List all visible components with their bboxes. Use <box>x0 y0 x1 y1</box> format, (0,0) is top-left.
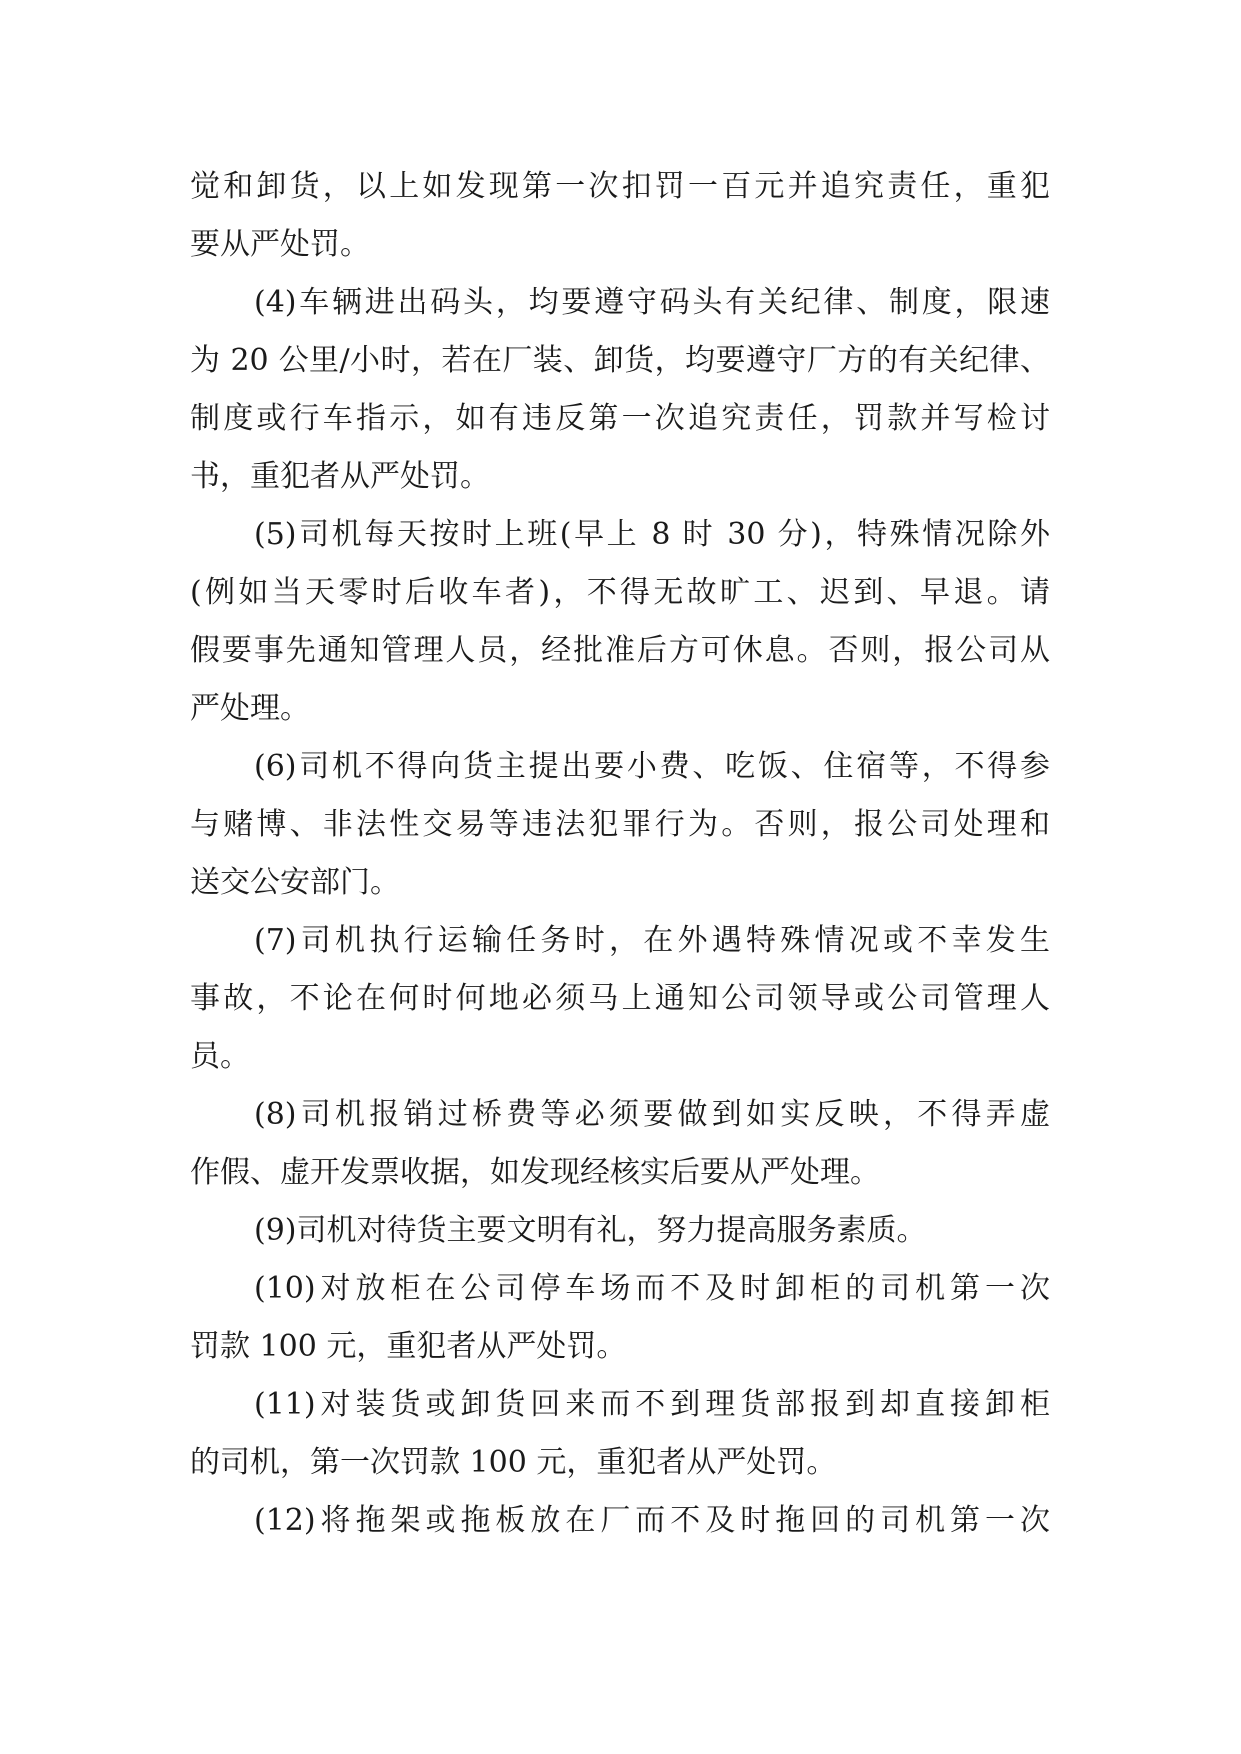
document-text-line: 送交公安部门。 <box>190 865 400 900</box>
document-text-line: (6)司机不得向货主提出要小费、吃饭、住宿等，不得参 <box>254 749 1050 784</box>
document-text-line: 书，重犯者从严处罚。 <box>190 459 490 494</box>
document-text-line: (5)司机每天按时上班(早上 8 时 30 分)，特殊情况除外 <box>254 517 1050 552</box>
document-text-line: 罚款 100 元，重犯者从严处罚。 <box>190 1329 627 1364</box>
document-text-line: 员。 <box>190 1039 250 1074</box>
document-text-line: 作假、虚开发票收据，如发现经核实后要从严处理。 <box>190 1155 880 1190</box>
document-text-line: 的司机，第一次罚款 100 元，重犯者从严处罚。 <box>190 1445 837 1480</box>
document-text-line: 为 20 公里/小时，若在厂装、卸货，均要遵守厂方的有关纪律、 <box>190 343 1050 378</box>
document-text-line: (10)对放柜在公司停车场而不及时卸柜的司机第一次 <box>254 1271 1050 1306</box>
document-body <box>190 158 1050 1550</box>
document-text-line: 制度或行车指示，如有违反第一次追究责任，罚款并写检讨 <box>190 401 1050 436</box>
document-text-line: 要从严处罚。 <box>190 227 370 262</box>
document-text-line: (12)将拖架或拖板放在厂而不及时拖回的司机第一次 <box>254 1503 1050 1538</box>
document-text-line: 与赌博、非法性交易等违法犯罪行为。否则，报公司处理和 <box>190 807 1050 842</box>
document-text-line: (8)司机报销过桥费等必须要做到如实反映，不得弄虚 <box>254 1097 1050 1132</box>
document-text-line: (4)车辆进出码头，均要遵守码头有关纪律、制度，限速 <box>254 285 1050 320</box>
document-text-line: 事故，不论在何时何地必须马上通知公司领导或公司管理人 <box>190 981 1050 1016</box>
document-text-line: (9)司机对待货主要文明有礼，努力提高服务素质。 <box>254 1213 927 1248</box>
document-text-line: (例如当天零时后收车者)，不得无故旷工、迟到、早退。请 <box>190 575 1050 610</box>
document-text-line: (7)司机执行运输任务时，在外遇特殊情况或不幸发生 <box>254 923 1050 958</box>
document-text-line: 觉和卸货，以上如发现第一次扣罚一百元并追究责任，重犯 <box>190 169 1050 204</box>
document-text-line: (11)对装货或卸货回来而不到理货部报到却直接卸柜 <box>254 1387 1050 1422</box>
document-text-line: 严处理。 <box>190 691 310 726</box>
document-text-line: 假要事先通知管理人员，经批准后方可休息。否则，报公司从 <box>190 633 1050 668</box>
